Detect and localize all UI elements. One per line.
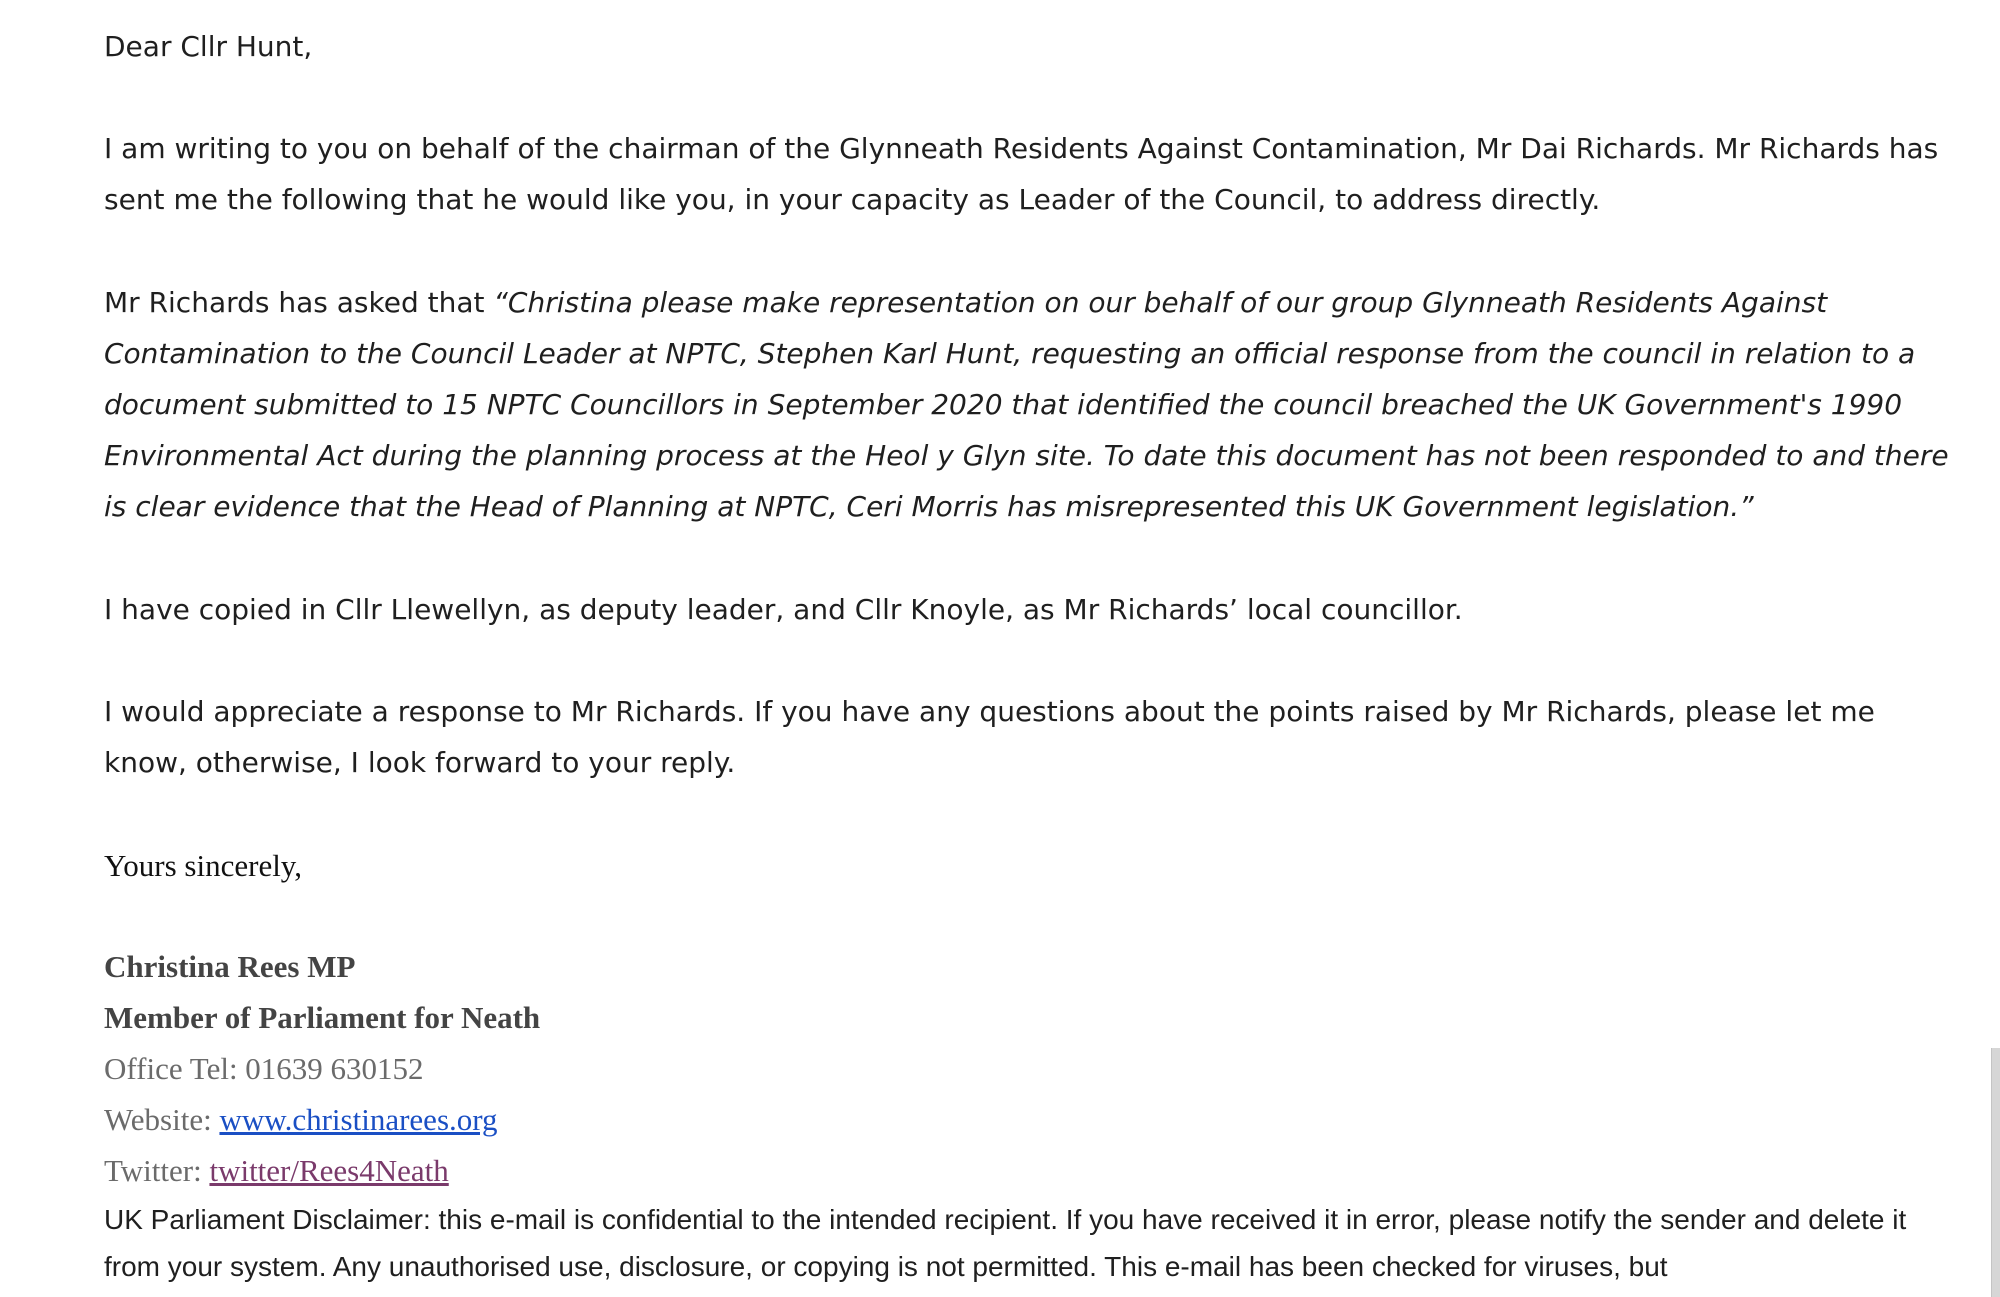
email-greeting: Dear Cllr Hunt, bbox=[104, 30, 313, 63]
scrollbar-thumb[interactable] bbox=[1991, 1048, 2000, 1297]
parliament-disclaimer: UK Parliament Disclaimer: this e-mail is confidential to the intended recipient. If you have received it in error, please notify the sender and delete it from your system. Any unauthorised use, disclosure, or copying is not permitted. This e-mail has been checked for viruses, but bbox=[104, 1204, 1907, 1282]
signature-twitter bbox=[104, 1145, 449, 1196]
signature-website bbox=[104, 1094, 498, 1145]
email-closing: Yours sincerely, bbox=[104, 848, 303, 883]
email-paragraph: I have copied in Cllr Llewellyn, as deputy leader, and Cllr Knoyle, as Mr Richards’ local councillor. bbox=[104, 593, 1463, 626]
website-link[interactable]: www.christinarees.org bbox=[219, 1102, 498, 1137]
signature-office-tel: Office Tel: 01639 630152 bbox=[104, 1051, 424, 1086]
signature-name: Christina Rees MP bbox=[104, 949, 356, 984]
email-paragraph: I am writing to you on behalf of the chairman of the Glynneath Residents Against Contamination, Mr Dai Richards. Mr Richards has sent me the following that he would like you, in your capacity as Leader of the Council, to address directly. bbox=[104, 132, 1939, 216]
quoted-request: “Christina please make representation on our behalf of our group Glynneath Residents Against Contamination to the Council Leader at NPTC, Stephen Karl Hunt, requesting an official response from the council in relation to a document submitted to 15 NPTC Councillors in September 2020 that identified the council breached the UK Government's 1990 Environmental Act during the planning process at the Heol y Glyn site. To date this document has not been responded to and there is clear evidence that the Head of Planning at NPTC, Ceri Morris has misrepresented this UK Government legislation.” bbox=[104, 286, 1949, 523]
twitter-link[interactable]: twitter/Rees4Neath bbox=[209, 1153, 449, 1188]
signature-title: Member of Parliament for Neath bbox=[104, 1000, 541, 1035]
website-label: Website: bbox=[104, 1102, 220, 1137]
quote-intro: Mr Richards has asked that bbox=[104, 286, 494, 319]
email-paragraph: I would appreciate a response to Mr Richards. If you have any questions about the points raised by Mr Richards, please let me know, otherwise, I look forward to your reply. bbox=[104, 695, 1875, 779]
email-paragraph-quote bbox=[104, 277, 1954, 532]
twitter-label: Twitter: bbox=[104, 1153, 210, 1188]
